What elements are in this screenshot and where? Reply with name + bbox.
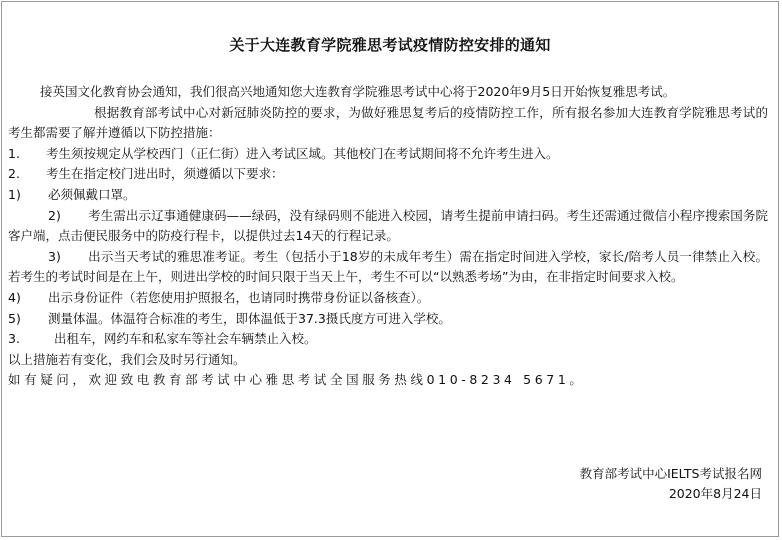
list-item-number: 1. [8,145,20,161]
sub-item-text: 出示身份证件（若您使用护照报名，也请同时携带身份证以备核查）。 [48,289,430,305]
signature-date: 2020年8月24日 [668,486,762,501]
sub-item-text: 测量体温。体温符合标准的考生，即体温低于37.3摄氏度方可进入学校。 [48,310,451,326]
list-item-text: 出租车，网约车和私家车等社会车辆禁止入校。 [54,331,317,347]
sub-item [8,247,768,288]
notice-paragraph: 以上措施若有变化，我们会及时另行通知。 [8,351,246,367]
requirements-paragraph: 根据教育部考试中心对新冠肺炎防控的要求，为做好雅思复考后的疫情防控工作，所有报名参加大连教育学院雅思考试的考生都需要了解并遵循以下防控措施： [8,104,768,141]
list-item [8,144,768,165]
sub-item-number: 5) [8,310,21,326]
list-item [8,164,768,185]
sub-item [8,206,768,247]
sub-item [8,185,768,206]
sub-item-number: 3) [48,248,61,264]
hotline-paragraph: 如有疑问，欢迎致电教育部考试中心雅思考试全国服务热线010-8234 5671。 [8,372,586,388]
sub-item-text: 考生需出示辽事通健康码——绿码，没有绿码则不能进入校园，请考生提前申请扫码。考生还需通过微信小程序搜索国务院客户端，点击便民服务中的防疫行程卡，以提供过去14天的行程记录。 [8,207,768,244]
document-page [1,1,779,537]
list-item [8,329,768,350]
signature-org: 教育部考试中心IELTS考试报名网 [579,466,762,481]
document-title: 关于大连教育学院雅思考试疫情防控安排的通知 [229,36,551,54]
sub-item-text: 必须佩戴口罩。 [48,186,136,202]
intro-paragraph: 接英国文化教育协会通知，我们很高兴地通知您大连教育学院雅思考试中心将于2020年9月5日开始恢复雅思考试。 [40,84,676,99]
sub-item-number: 1) [8,186,21,202]
document-body [8,82,768,391]
sub-item-number: 2) [48,207,61,223]
sub-item [8,309,768,330]
sub-item-text: 出示当天考试的雅思准考证。考生（包括小于18岁的未成年考生）需在指定时间进入学校，家长/陪考人员一律禁止入校。若考生的考试时间是在上午，则进出学校的时间只限于当天上午，考生不可以“以熟悉考场”为由，在非指定时间要求入校。 [8,248,768,285]
list-item-number: 3. [8,331,20,347]
list-item-text: 考生在指定校门进出时，须遵循以下要求： [46,166,284,182]
sub-item-number: 4) [8,289,21,305]
sub-item [8,288,768,309]
list-item-text: 考生须按规定从学校西门（正仁街）进入考试区域。其他校门在考试期间将不允许考生进入。 [46,145,559,161]
list-item-number: 2. [8,166,20,182]
